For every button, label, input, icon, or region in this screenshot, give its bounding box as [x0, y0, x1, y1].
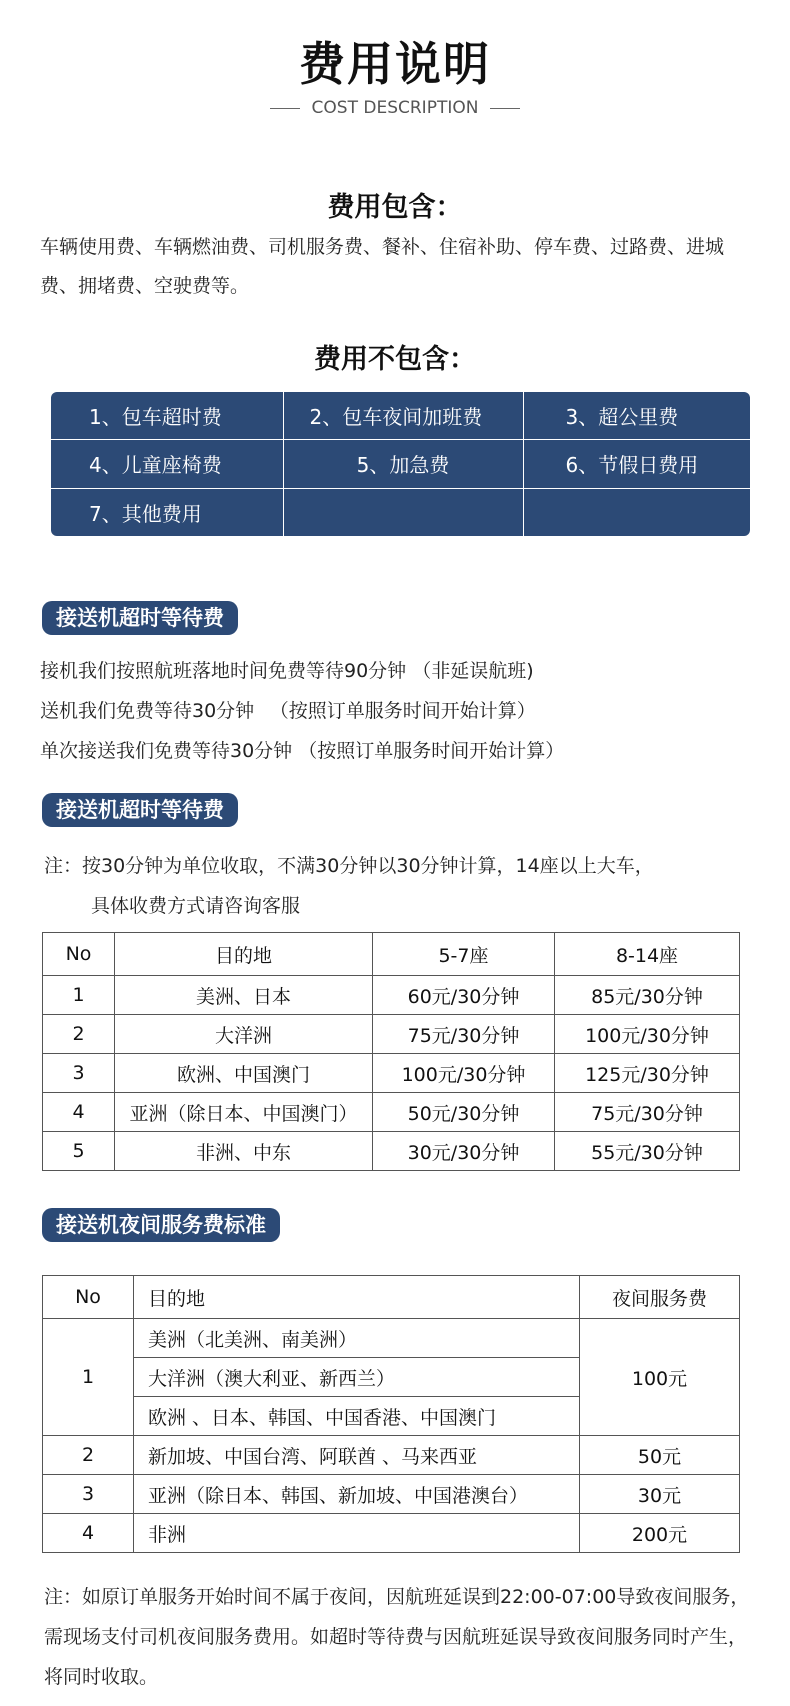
night-table	[42, 1275, 740, 1553]
waiting-line: 接机我们按照航班落地时间免费等待90分钟 （非延误航班)	[40, 660, 534, 682]
excluded-item: 5、加急费	[283, 440, 523, 488]
table-row	[43, 1054, 740, 1093]
header-destination: 目的地	[115, 933, 373, 976]
cell-destination: 欧洲 、日本、韩国、中国香港、中国澳门	[134, 1397, 580, 1436]
subtitle-dash-right	[490, 108, 520, 109]
header-night-fee: 夜间服务费	[580, 1276, 740, 1319]
excluded-item: 6、节假日费用	[523, 440, 750, 488]
table-row	[43, 1093, 740, 1132]
night-note: 注：如原订单服务开始时间不属于夜间，因航班延误到22:00-07:00导致夜间服务，需现场支付司机夜间服务费用。如超时等待费与因航班延误导致夜间服务同时产生，将同时收取。	[44, 1586, 750, 1688]
cell-no: 5	[43, 1132, 115, 1171]
excluded-item: 4、儿童座椅费	[51, 440, 283, 488]
cell-price: 75元/30分钟	[555, 1093, 740, 1132]
cell-no: 1	[43, 976, 115, 1015]
table-row	[43, 976, 740, 1015]
excluded-item: 2、包车夜间加班费	[283, 392, 523, 440]
cell-fee: 200元	[580, 1514, 740, 1553]
overtime-note-line2: 具体收费方式请咨询客服	[91, 895, 301, 917]
waiting-line: 单次接送我们免费等待30分钟 （按照订单服务时间开始计算）	[40, 740, 565, 762]
table-row	[43, 1514, 740, 1553]
cell-no: 2	[43, 1015, 115, 1054]
cell-destination: 亚洲（除日本、中国澳门）	[115, 1093, 373, 1132]
cell-no: 4	[43, 1514, 134, 1553]
cell-fee: 50元	[580, 1436, 740, 1475]
table-row	[43, 1319, 740, 1358]
cell-destination: 美洲、日本	[115, 976, 373, 1015]
cell-price: 100元/30分钟	[555, 1015, 740, 1054]
included-text: 车辆使用费、车辆燃油费、司机服务费、餐补、住宿补助、停车费、过路费、进城费、拥堵费、空驶费等。	[40, 236, 725, 297]
cell-fee: 30元	[580, 1475, 740, 1514]
excluded-table	[51, 392, 750, 536]
cell-destination: 大洋洲	[115, 1015, 373, 1054]
excluded-empty-cell	[283, 488, 523, 536]
waiting-pill: 接送机超时等待费	[42, 601, 238, 635]
excluded-item: 1、包车超时费	[51, 392, 283, 440]
overtime-pill: 接送机超时等待费	[42, 793, 238, 827]
cell-no: 2	[43, 1436, 134, 1475]
page-title: 费用说明	[299, 37, 491, 91]
header-8-14-seats: 8-14座	[555, 933, 740, 976]
cell-price: 100元/30分钟	[373, 1054, 555, 1093]
cell-price: 30元/30分钟	[373, 1132, 555, 1171]
cell-price: 50元/30分钟	[373, 1093, 555, 1132]
cell-no: 3	[43, 1475, 134, 1514]
table-row	[43, 1132, 740, 1171]
subtitle-dash-left	[270, 108, 300, 109]
excluded-item: 3、超公里费	[523, 392, 750, 440]
header-no: No	[43, 933, 115, 976]
header-destination: 目的地	[134, 1276, 580, 1319]
cell-price: 60元/30分钟	[373, 976, 555, 1015]
cell-price: 55元/30分钟	[555, 1132, 740, 1171]
header-5-7-seats: 5-7座	[373, 933, 555, 976]
cell-destination: 欧洲、中国澳门	[115, 1054, 373, 1093]
excluded-item: 7、其他费用	[51, 488, 283, 536]
table-header-row	[43, 933, 740, 976]
cell-price: 125元/30分钟	[555, 1054, 740, 1093]
overtime-table	[42, 932, 740, 1171]
cell-destination: 非洲、中东	[115, 1132, 373, 1171]
cell-destination: 亚洲（除日本、韩国、新加坡、中国港澳台）	[134, 1475, 580, 1514]
cell-fee: 100元	[580, 1319, 740, 1436]
table-row	[43, 1436, 740, 1475]
excluded-heading: 费用不包含：	[314, 344, 476, 375]
cell-destination: 大洋洲（澳大利亚、新西兰）	[134, 1358, 580, 1397]
header-no: No	[43, 1276, 134, 1319]
cell-destination: 非洲	[134, 1514, 580, 1553]
page-subtitle	[0, 98, 790, 118]
cell-price: 75元/30分钟	[373, 1015, 555, 1054]
waiting-line: 送机我们免费等待30分钟 （按照订单服务时间开始计算）	[40, 700, 536, 722]
table-row	[43, 1475, 740, 1514]
included-heading: 费用包含：	[327, 192, 463, 223]
table-row	[43, 1015, 740, 1054]
overtime-note-line1: 注：按30分钟为单位收取，不满30分钟以30分钟计算，14座以上大车，	[44, 855, 654, 877]
cell-price: 85元/30分钟	[555, 976, 740, 1015]
subtitle-text: COST DESCRIPTION	[311, 98, 479, 118]
night-pill: 接送机夜间服务费标准	[42, 1208, 280, 1242]
table-header-row	[43, 1276, 740, 1319]
cell-no: 4	[43, 1093, 115, 1132]
cell-no: 3	[43, 1054, 115, 1093]
cell-destination: 新加坡、中国台湾、阿联酋 、马来西亚	[134, 1436, 580, 1475]
excluded-empty-cell	[523, 488, 750, 536]
cell-destination: 美洲（北美洲、南美洲）	[134, 1319, 580, 1358]
cell-no: 1	[43, 1319, 134, 1436]
